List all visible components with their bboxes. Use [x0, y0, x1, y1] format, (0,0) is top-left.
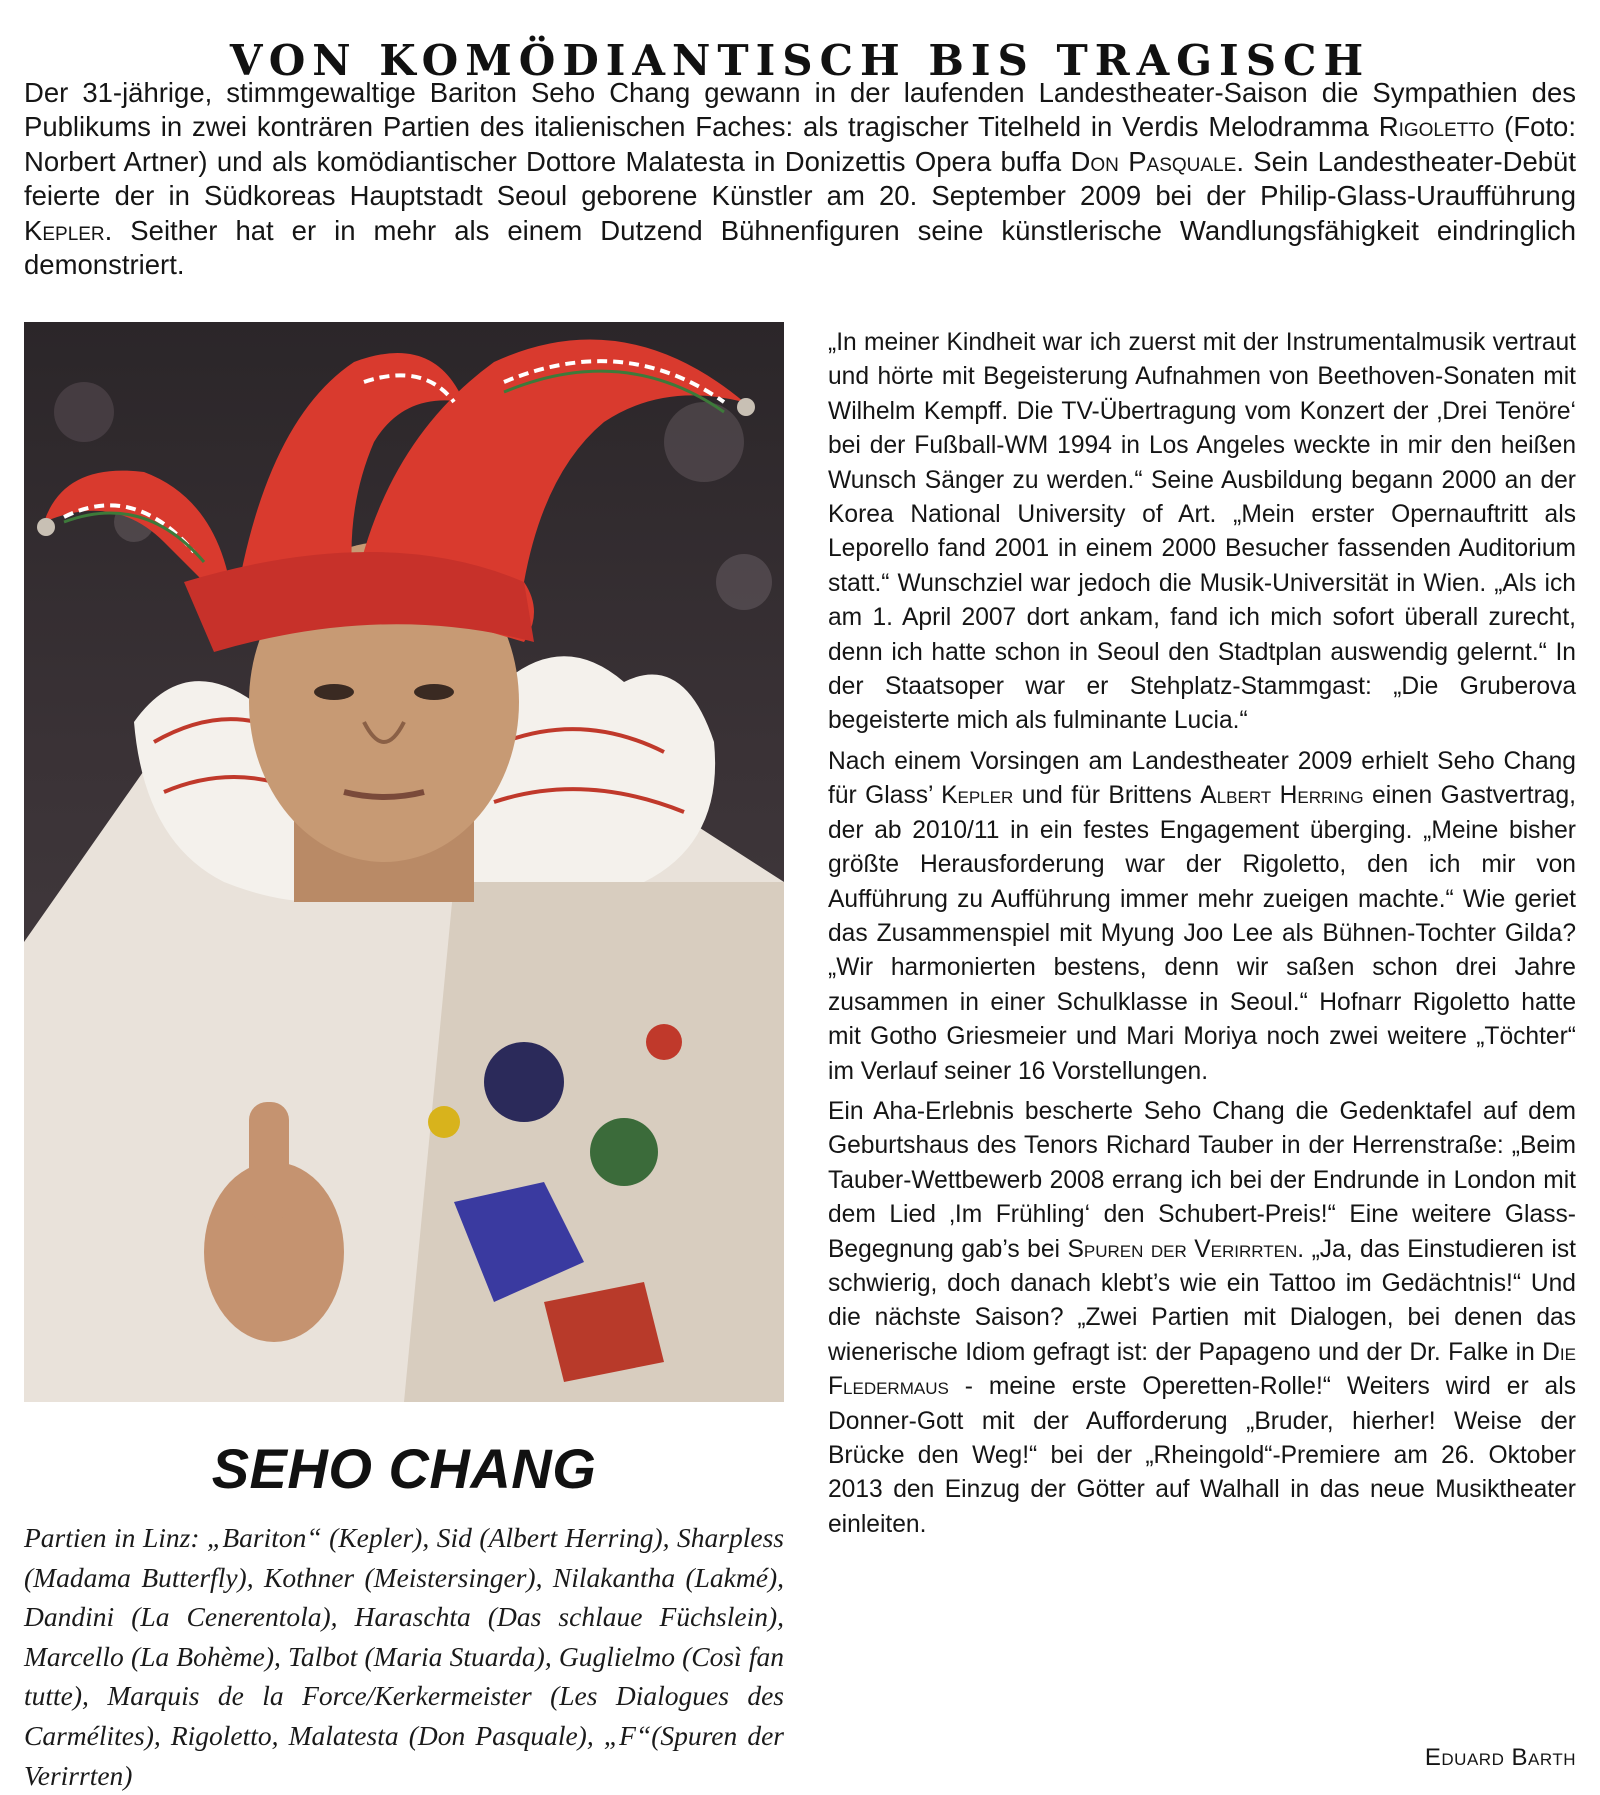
body-text: und für Brittens [1013, 782, 1201, 810]
body-text: - meine erste Operetten-Rolle!“ Weiters wird er als Donner-Gott mit der Aufforderung „Bruder, hierher! Weise der Brücke den Weg!“ bei der „Rheingold“-Premiere am 26. Oktober 2013 den Einzug der Götter auf Walhall in das neue Musiktheater einleiten. [828, 1373, 1576, 1538]
headline: VON KOMÖDIANTISCH BIS TRAGISCH [229, 36, 1371, 86]
body-text: einen Gastvertrag, der ab 2010/11 in ein festes Engagement überging. „Meine bisher größte Herausforderung war der Rigoletto, den ich mir von Aufführung zu Aufführung immer mehr zueigen machte.“ Wie geriet das Zusammenspiel mit Myung Joo Lee als Bühnen-Tochter Gilda? „Wir harmonierten bestens, denn wir saßen schon drei Jahre zusammen in einer Schulklasse in Seoul.“ Hofnarr Rigoletto hatte mit Gotho Griesmeier und Mari Moriya noch zwei weitere „Töchter“ im Verlauf seiner 16 Vorstellungen. [828, 782, 1576, 1085]
author-byline: Eduard Barth [1424, 1744, 1576, 1771]
opera-title-die-fledermaus: Die Fledermaus [828, 1338, 1576, 1401]
lead-text: Der 31-jährige, stimmgewaltige Bariton Seho Chang gewann in der laufenden Landestheater-Saison die Sympathien des Publikums in zwei konträren Partien des italienischen Faches: als tragischer Titelheld in Verdis Melodramma [24, 77, 1576, 143]
opera-title-don-pasquale: Don Pasquale [1070, 145, 1237, 177]
article-body [828, 326, 1576, 1548]
opera-title-kepler: Kepler [24, 214, 105, 246]
lead-text: (Foto: Norbert Artner) und als komödiantischer Dottore Malatesta in Donizettis Opera buffa [24, 111, 1576, 177]
opera-title-albert-herring: Albert Herring [1200, 782, 1364, 810]
artist-photo [24, 322, 784, 1402]
body-text: . „Ja, das Einstudieren ist schwierig, doch danach klebt’s wie ein Tattoo im Gedächtnis!“ Und die nächste Saison? „Zwei Partien mit Dialogen, bei denen das wienerische Idiom gefragt ist: der Papageno und der Dr. Falke in [828, 1235, 1576, 1366]
body-paragraph-1: „In meiner Kindheit war ich zuerst mit der Instrumentalmusik vertraut und hörte mit Begeisterung Aufnahmen von Beethoven-Sonaten mit Wilhelm Kempff. Die TV-Übertragung vom Konzert der ‚Drei Tenöre‘ bei der Fußball-WM 1994 in Los Angeles weckte in mir den heißen Wunsch Sänger zu werden.“ Seine Ausbildung begann 2000 an der Korea National University of Art. „Mein erster Opernauftritt als Leporello fand 2001 in einem 2000 Besucher fassenden Auditorium statt.“ Wunschziel war jedoch die Musik-Universität in Wien. „Als ich am 1. April 2007 dort ankam, fand ich mich sofort überall zurecht, denn ich hatte schon in Seoul den Stadtplan auswendig gelernt.“ In der Staatsoper war er Stehplatz-Stammgast: „Die Gruberova begeisterte mich als fulminante Lucia.“ [828, 329, 1576, 735]
lead-text: . Seither hat er in mehr als einem Dutzend Bühnenfiguren seine künstlerische Wandlungsfähigkeit eindringlich demonstriert. [24, 214, 1576, 281]
opera-title-kepler: Kepler [941, 782, 1014, 810]
lead-text: . Sein Landestheater-Debüt feierte der in Südkoreas Hauptstadt Seoul geborene Künstler am 20. September 2009 bei der Philip-Glass-Uraufführung [24, 145, 1576, 212]
artist-photo-illustration [24, 322, 784, 1402]
body-paragraph-2 [828, 745, 1576, 1089]
body-text: Nach einem Vorsingen am Landestheater 2009 erhielt Seho Chang für Glass’ [828, 747, 1576, 810]
opera-title-spuren-der-verirrten: Spuren der Verirrten [1067, 1235, 1298, 1263]
lead-paragraph [24, 76, 1576, 282]
opera-title-rigoletto: Rigoletto [1378, 111, 1495, 143]
artist-name: SEHO CHANG [211, 1437, 597, 1500]
body-text: Ein Aha-Erlebnis bescherte Seho Chang die Gedenktafel auf dem Geburtshaus des Tenors Richard Tauber in der Herrenstraße: „Beim Tauber-Wettbewerb 2008 errang ich bei der Endrunde in London mit dem Lied ‚Im Frühling‘ den Schubert-Preis!“ Eine weitere Glass-Begegnung gab’s bei [828, 1097, 1576, 1263]
roles-list: Partien in Linz: „Bariton“ (Kepler), Sid (Albert Herring), Sharpless (Madama Butterfly), Kothner (Meistersinger), Nilakantha (Lakmé), Dandini (La Cenerentola), Haraschta (Das schlaue Füchslein), Marcello (La Bohème), Talbot (Maria Stuarda), Guglielmo (Così fan tutte), Marquis de la Force/Kerkermeister (Les Dialogues des Carmélites), Rigoletto, Malatesta (Don Pasquale), „F“(Spuren der Verirrten) [24, 1522, 784, 1791]
body-paragraph-3 [828, 1095, 1576, 1542]
